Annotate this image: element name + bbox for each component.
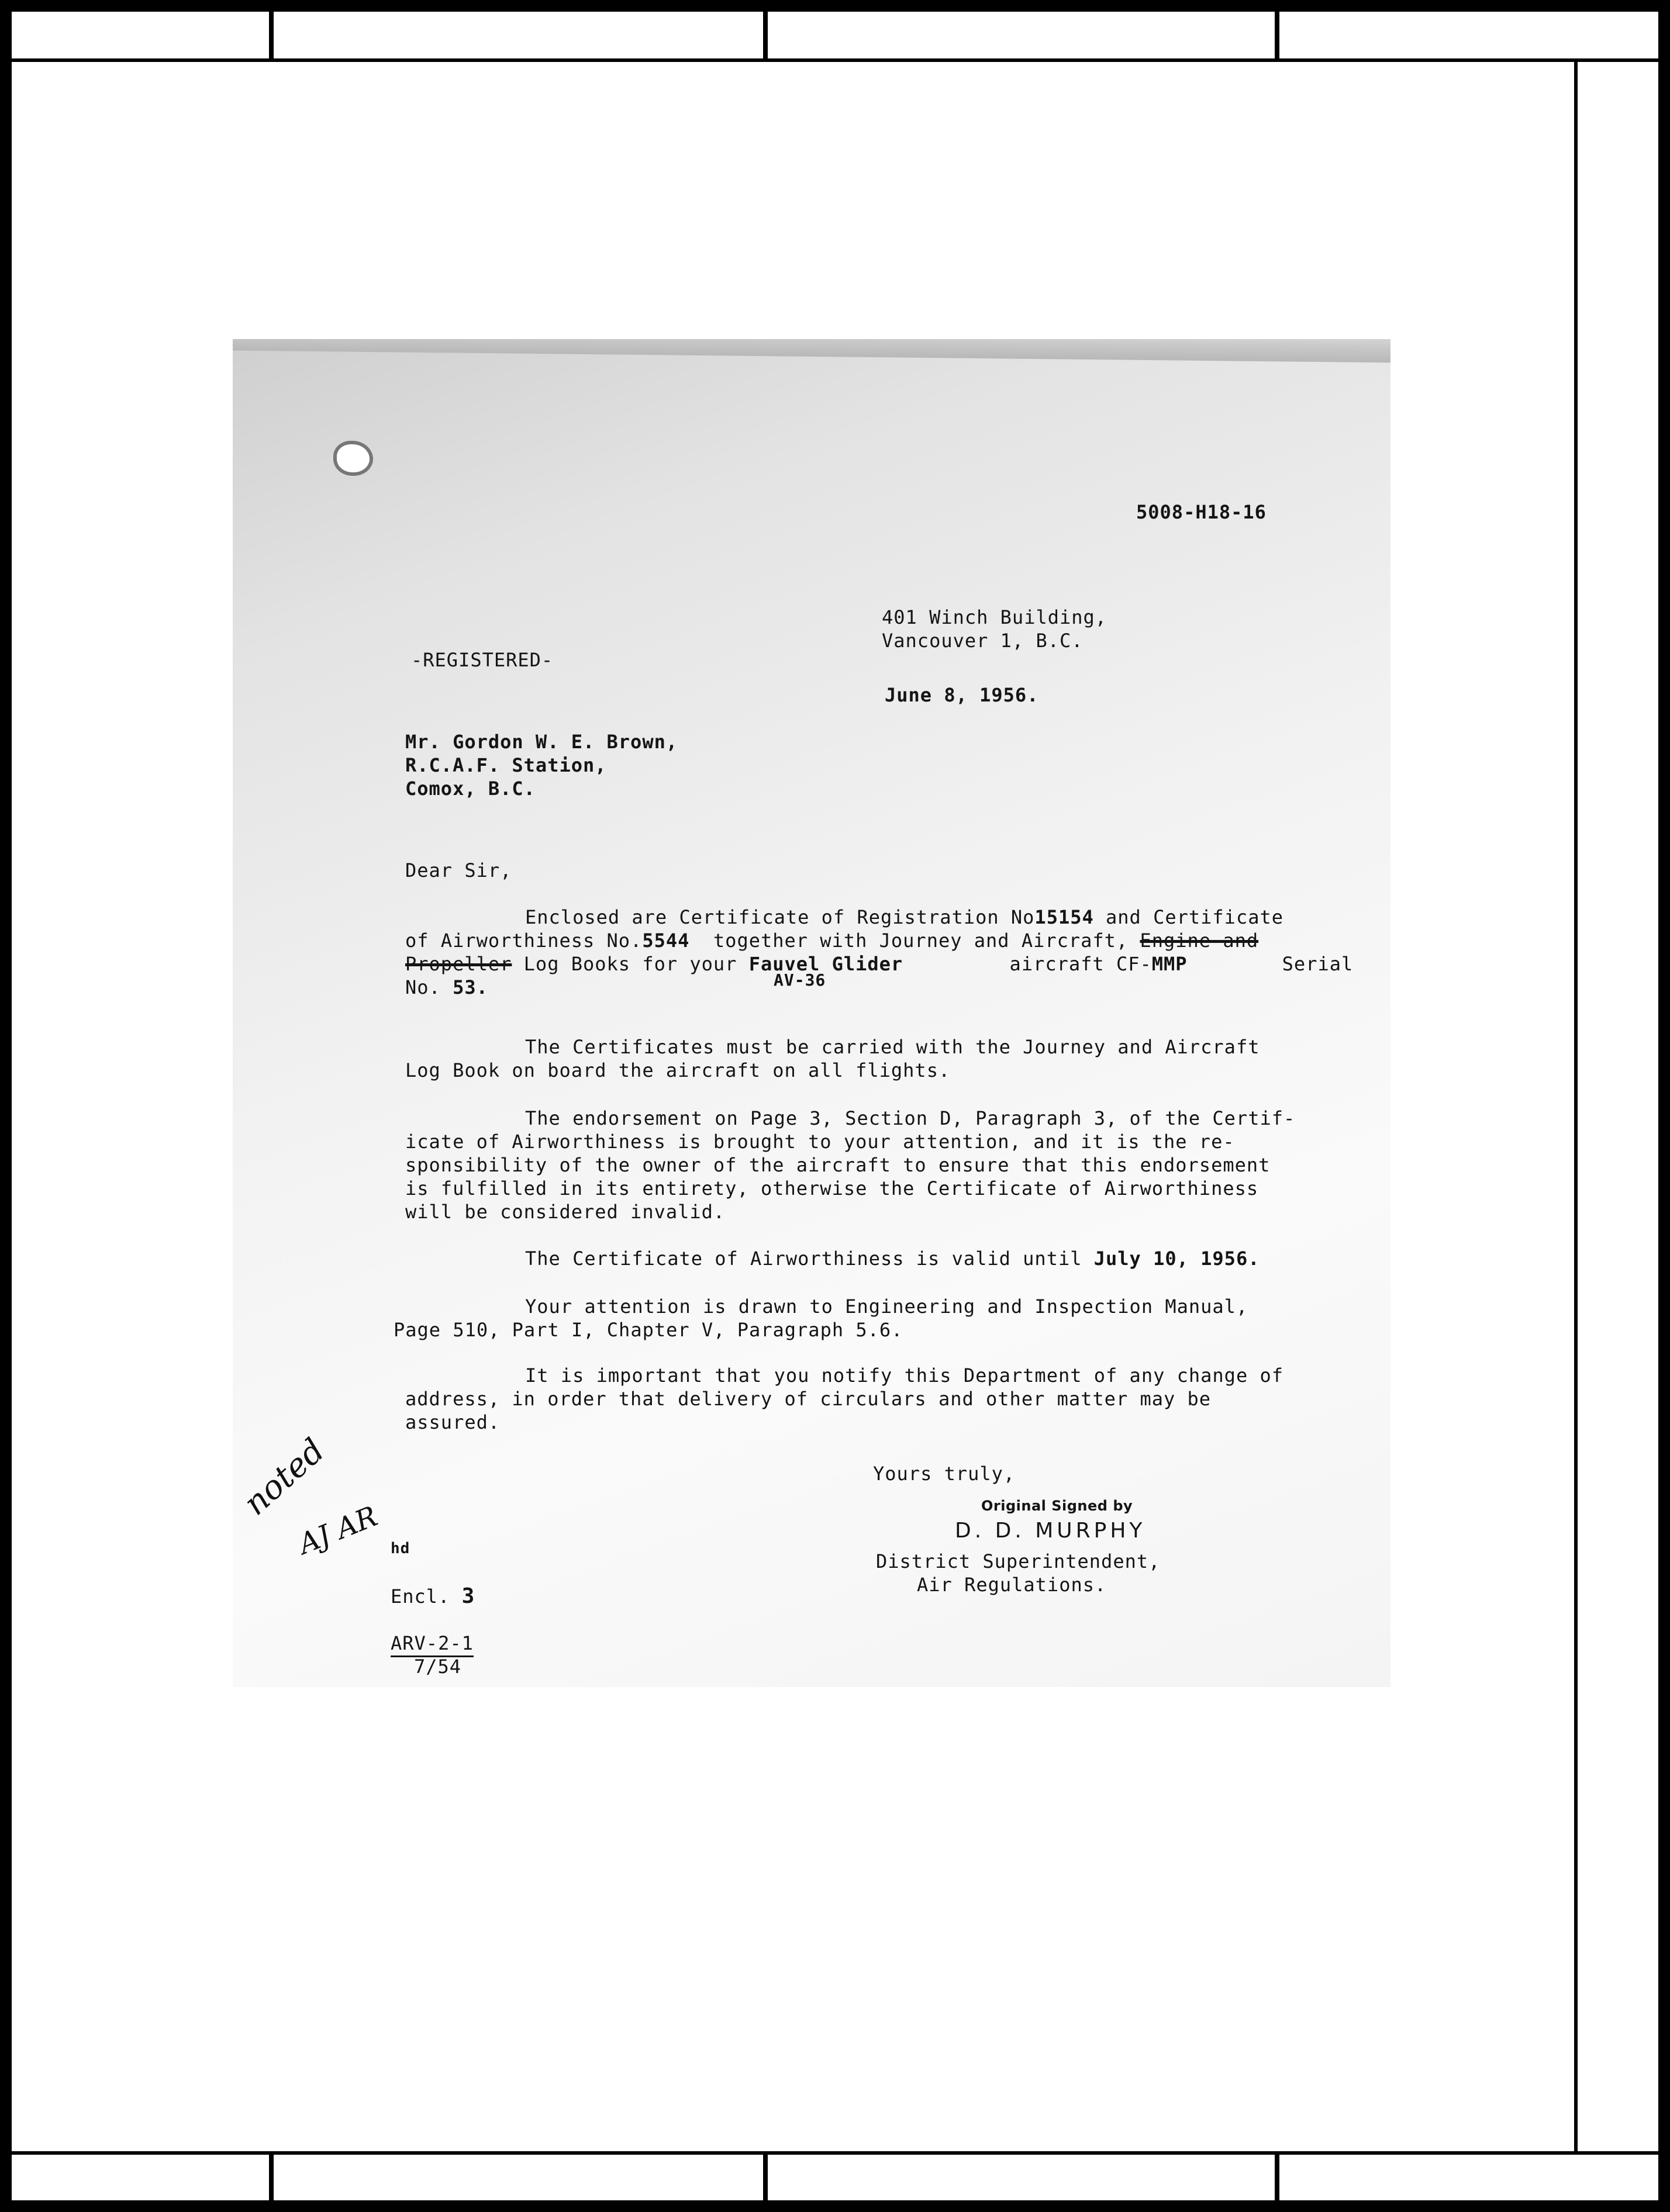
paragraph-5-line-1: Your attention is drawn to Engineering and Inspection Manual, [525, 1295, 1248, 1318]
sender-address-line-2: Vancouver 1, B.C. [882, 630, 1084, 652]
paragraph-6-line-2: address, in order that delivery of circulars and other matter may be [405, 1388, 1212, 1410]
letter-date: June 8, 1956. [885, 684, 1039, 706]
paragraph-1-line-1 [525, 905, 1283, 929]
paragraph-2-line-2: Log Book on board the aircraft on all flights. [405, 1059, 951, 1081]
paragraph-3-line-2: icate of Airworthiness is brought to your attention, and it is the re- [405, 1131, 1235, 1153]
recipient-line-3: Comox, B.C. [405, 777, 536, 800]
letter-page [233, 339, 1390, 1687]
paragraph-1-line-4 [405, 975, 488, 1000]
bottom-tick-2 [763, 2152, 768, 2200]
registration-number: 15154 [1034, 906, 1094, 928]
text-segment: and Certificate [1093, 906, 1283, 928]
serial-number: 53. [453, 976, 488, 998]
text-segment: of Airworthiness No. [405, 929, 643, 952]
form-number: ARV-2-1 [391, 1631, 474, 1657]
signatory-name: D. D. MURPHY [955, 1519, 1146, 1543]
aircraft-model: AV-36 [774, 970, 826, 990]
top-tick-1 [269, 12, 274, 60]
top-tick-2 [763, 12, 768, 60]
punch-hole [337, 444, 370, 472]
salutation: Dear Sir, [405, 859, 512, 882]
paragraph-5-line-2: Page 510, Part I, Chapter V, Paragraph 5.6. [394, 1319, 903, 1341]
signatory-title-1: District Superintendent, [876, 1550, 1161, 1572]
struck-text: Engine and [1140, 929, 1259, 952]
bottom-tick-1 [269, 2152, 274, 2200]
airworthiness-number: 5544 [642, 929, 690, 952]
aircraft-type: Fauvel Glider [748, 953, 903, 975]
handwritten-note-line-1: noted [236, 1431, 332, 1523]
paper-top-edge [233, 339, 1390, 362]
enclosure-label: Encl. [391, 1585, 450, 1608]
paragraph-4 [525, 1246, 1260, 1271]
paragraph-6-line-1: It is important that you notify this Department of any change of [525, 1364, 1283, 1387]
enclosure-line [391, 1584, 475, 1609]
handwritten-note-line-2: AJ AR [294, 1499, 382, 1561]
top-tick-3 [1275, 12, 1279, 60]
paragraph-1-line-3 [405, 952, 1353, 976]
text-segment: Enclosed are Certificate of Registration No [525, 906, 1035, 928]
form-date: 7/54 [414, 1655, 462, 1678]
enclosure-count: 3 [461, 1584, 475, 1608]
text-segment: together with Journey and Aircraft, [689, 929, 1140, 952]
valid-until-date: July 10, 1956. [1093, 1247, 1260, 1270]
text-segment: Log Books for your [512, 953, 749, 975]
bottom-border-rule [12, 2151, 1658, 2155]
file-number: 5008-H18-16 [1136, 501, 1267, 523]
paragraph-2-line-1: The Certificates must be carried with the Journey and Aircraft [525, 1036, 1260, 1058]
original-signed-by-stamp: Original Signed by [981, 1498, 1133, 1514]
closing: Yours truly, [873, 1463, 1016, 1485]
top-border-rule [12, 58, 1658, 62]
paragraph-3-line-5: will be considered invalid. [405, 1201, 726, 1223]
microfilm-frame [12, 12, 1658, 2200]
paragraph-3-line-4: is fulfilled in its entirety, otherwise the Certificate of Airworthiness [405, 1177, 1259, 1200]
paragraph-6-line-3: assured. [405, 1411, 501, 1433]
paragraph-1-line-2 [405, 928, 1258, 953]
text-segment: aircraft CF- [903, 953, 1152, 975]
right-border-rule [1574, 58, 1578, 2155]
recipient-line-2: R.C.A.F. Station, [405, 754, 607, 776]
registered-label: -REGISTERED- [411, 649, 554, 671]
paragraph-3-line-1: The endorsement on Page 3, Section D, Paragraph 3, of the Certif- [525, 1107, 1296, 1129]
text-segment: Serial [1187, 953, 1354, 975]
signatory-title-2: Air Regulations. [917, 1574, 1107, 1596]
paragraph-3-line-3: sponsibility of the owner of the aircraft to ensure that this endorsement [405, 1154, 1271, 1176]
bottom-tick-3 [1275, 2152, 1279, 2200]
text-segment: No. [405, 976, 453, 998]
sender-address-line-1: 401 Winch Building, [882, 606, 1107, 628]
text-segment: The Certificate of Airworthiness is valid until [525, 1247, 1094, 1270]
aircraft-registration: MMP [1151, 953, 1188, 975]
struck-text: Propeller [405, 953, 512, 975]
recipient-line-1: Mr. Gordon W. E. Brown, [405, 731, 678, 753]
typist-initials: hd [391, 1540, 410, 1557]
